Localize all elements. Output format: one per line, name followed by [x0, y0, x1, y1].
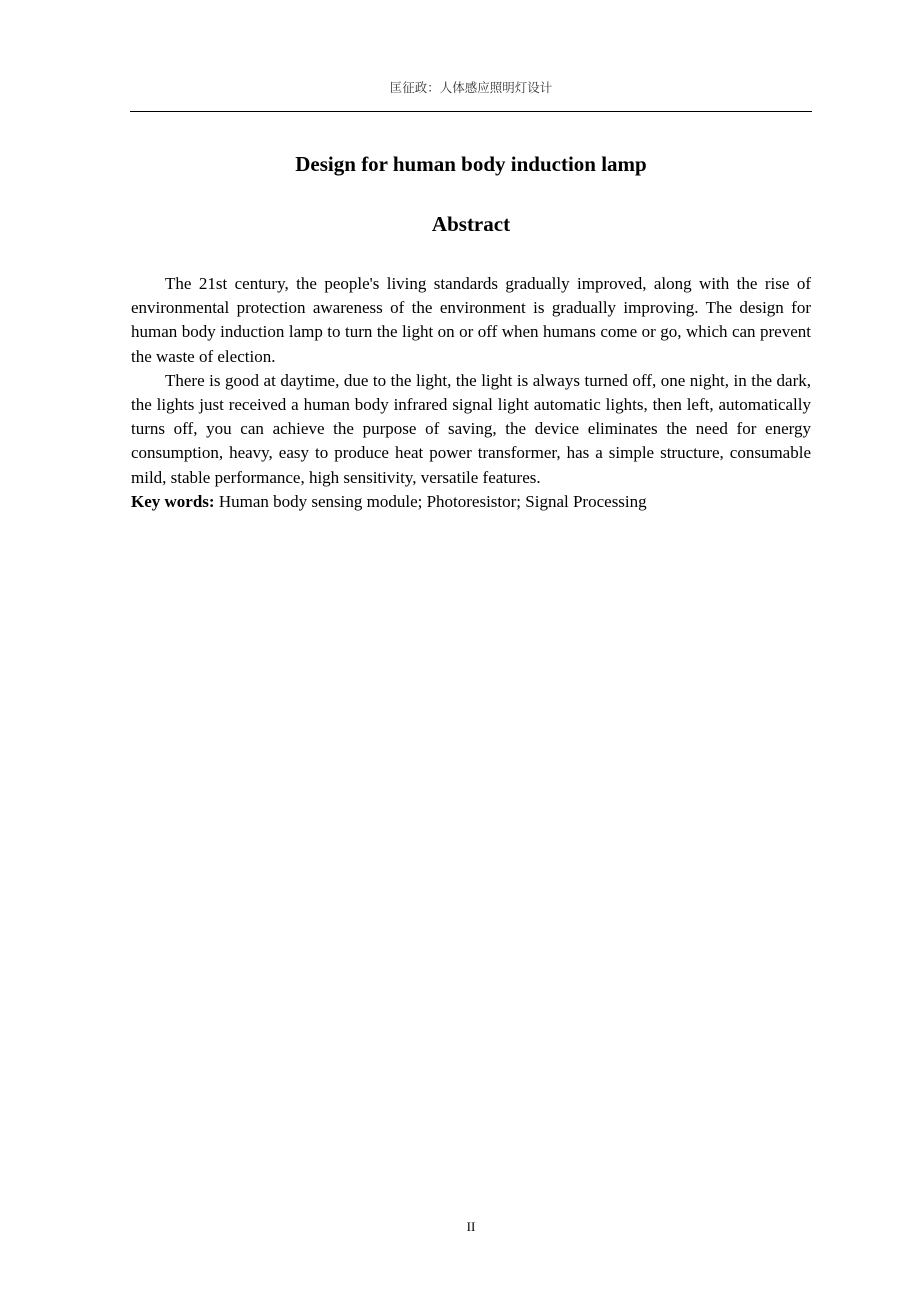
- running-header: 匡征政：人体感应照明灯设计: [389, 80, 553, 95]
- abstract-paragraph-1: The 21st century, the people's living standards gradually improved, along with the rise of environmental protection awareness of the environment is gradually improving. The design for human body induction lamp to turn the light on or off when humans come or go, which can prevent the waste of election.: [131, 274, 811, 366]
- abstract-paragraph-2: There is good at daytime, due to the light, the light is always turned off, one night, in the dark, the lights just received a human body infrared signal light automatic lights, then left, automatically turns off, you can achieve the purpose of saving, the device eliminates the need for energy consumption, heavy, easy to produce heat power transformer, has a simple structure, consumable mild, stable performance, high sensitivity, versatile features.: [131, 370, 811, 487]
- document-title: Design for human body induction lamp: [295, 152, 647, 176]
- keywords-line: [131, 490, 811, 514]
- header-divider: [130, 111, 812, 112]
- page-number: II: [466, 1219, 476, 1234]
- abstract-body: [131, 272, 811, 514]
- abstract-heading: Abstract: [431, 212, 511, 236]
- keywords-text: Human body sensing module; Photoresistor; Signal Processing: [218, 491, 647, 511]
- keywords-label: Key words:: [131, 491, 215, 511]
